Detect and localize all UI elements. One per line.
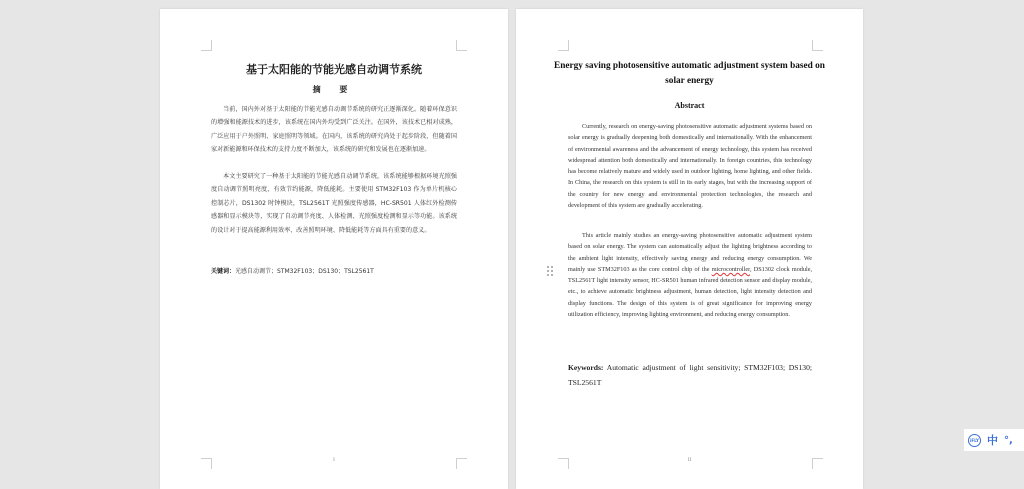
margin-corner-marker <box>456 40 467 51</box>
abstract-heading: Abstract <box>674 101 705 110</box>
ime-language-toggle[interactable]: 中 <box>987 434 998 447</box>
keywords-label: Keywords: <box>568 363 604 372</box>
paragraph-text: , DS1302 clock module, TSL2561T light intensity sensor, HC-SR501 human infrared detection sensor and display module, etc., to achieve automatic brightness adjustment, human detection, light intensity detection and display functions. The design of this system is of great significance for improving energy utilization efficiency, improving lighting environment, and reducing energy consumption. <box>568 265 812 319</box>
margin-corner-marker <box>812 40 823 51</box>
ime-logo-icon[interactable]: iFLY <box>968 434 981 447</box>
drag-handle-icon[interactable] <box>547 266 555 278</box>
page-number: I <box>333 458 335 463</box>
margin-corner-marker <box>558 40 569 51</box>
abstract-body[interactable] <box>568 121 812 211</box>
page-title: Energy saving photosensitive automatic adjustment system based on solar energy <box>554 61 825 86</box>
abstract-paragraph: Currently, research on energy-saving photosensitive automatic adjustment systems based on solar energy is gradually deepening both domestically and internationally. With the enhancement of environmental awareness and the advancement of energy technology, this system has received widespread attention both domestically and internationally. In foreign countries, this technology has become relatively mature and widely used in outdoor lighting, home lighting, and other fields. In China, the research on this system is still in its early stages, but with the increasing support of the country for new energy and environmental protection technologies, the research and development of this system are gradually accelerating. <box>568 123 812 210</box>
keywords-line <box>211 266 374 275</box>
abstract-body[interactable] <box>211 170 457 237</box>
abstract-body[interactable] <box>568 230 812 320</box>
keywords-text: Automatic adjustment of light sensitivity; STM32F103; DS130; TSL2561T <box>568 363 812 387</box>
page-number: II <box>687 458 692 463</box>
ime-toolbar[interactable] <box>964 429 1024 451</box>
abstract-heading: 摘 要 <box>312 85 356 94</box>
abstract-paragraph: 本文主要研究了一种基于太阳能的节能光感自动调节系统，该系统能够根据环境光照强度自动调节照明亮度，有效节约能源，降低能耗。主要使用 STM32F103 作为单片机核心控制芯片，DS1302 时钟模块，TSL2561T 光照强度传感器，HC-SR501 人体红外检测传感器和显示模块等，实现了自动调节亮度、人体检测、光照强度检测和显示等功能。该系统的设计对于提高能源利用效率、改善照明环境、降低能耗等方面具有重要的意义。 <box>211 173 457 234</box>
ime-punctuation-toggle[interactable]: °, <box>1004 434 1013 446</box>
keywords-text: 光感自动调节；STM32F103；DS130；TSL2561T <box>235 268 374 275</box>
margin-corner-marker <box>201 40 212 51</box>
keywords-label: 关键词： <box>211 268 236 275</box>
document-page-1 <box>160 9 508 489</box>
paragraph-text: This article mainly studies an energy-saving photosensitive automatic adjustment system based on solar energy. The system can automatically adjust the lighting brightness according to the ambient light intensity, effectively saving energy and reducing energy consumption. We mainly use STM32F103 as the core control chip of the <box>568 232 812 273</box>
document-page-2 <box>516 9 863 489</box>
page-title: 基于太阳能的节能光感自动调节系统 <box>246 63 422 76</box>
spellcheck-flagged-word[interactable]: microcontroller <box>711 265 750 273</box>
abstract-body[interactable] <box>211 103 457 157</box>
abstract-paragraph: 当前，国内外对基于太阳能的节能光感自动调节系统的研究正逐渐深化。随着环保意识的增强和能源技术的进步，该系统在国内外均受到广泛关注。在国外，该技术已相对成熟，广泛应用于户外照明、家庭照明等领域。在国内，该系统的研究尚处于起步阶段，但随着国家对新能源和环保技术的支持力度不断加大，该系统的研究和发展也在逐渐加速。 <box>211 106 457 154</box>
keywords-line <box>568 360 812 390</box>
abstract-paragraph <box>568 230 812 320</box>
